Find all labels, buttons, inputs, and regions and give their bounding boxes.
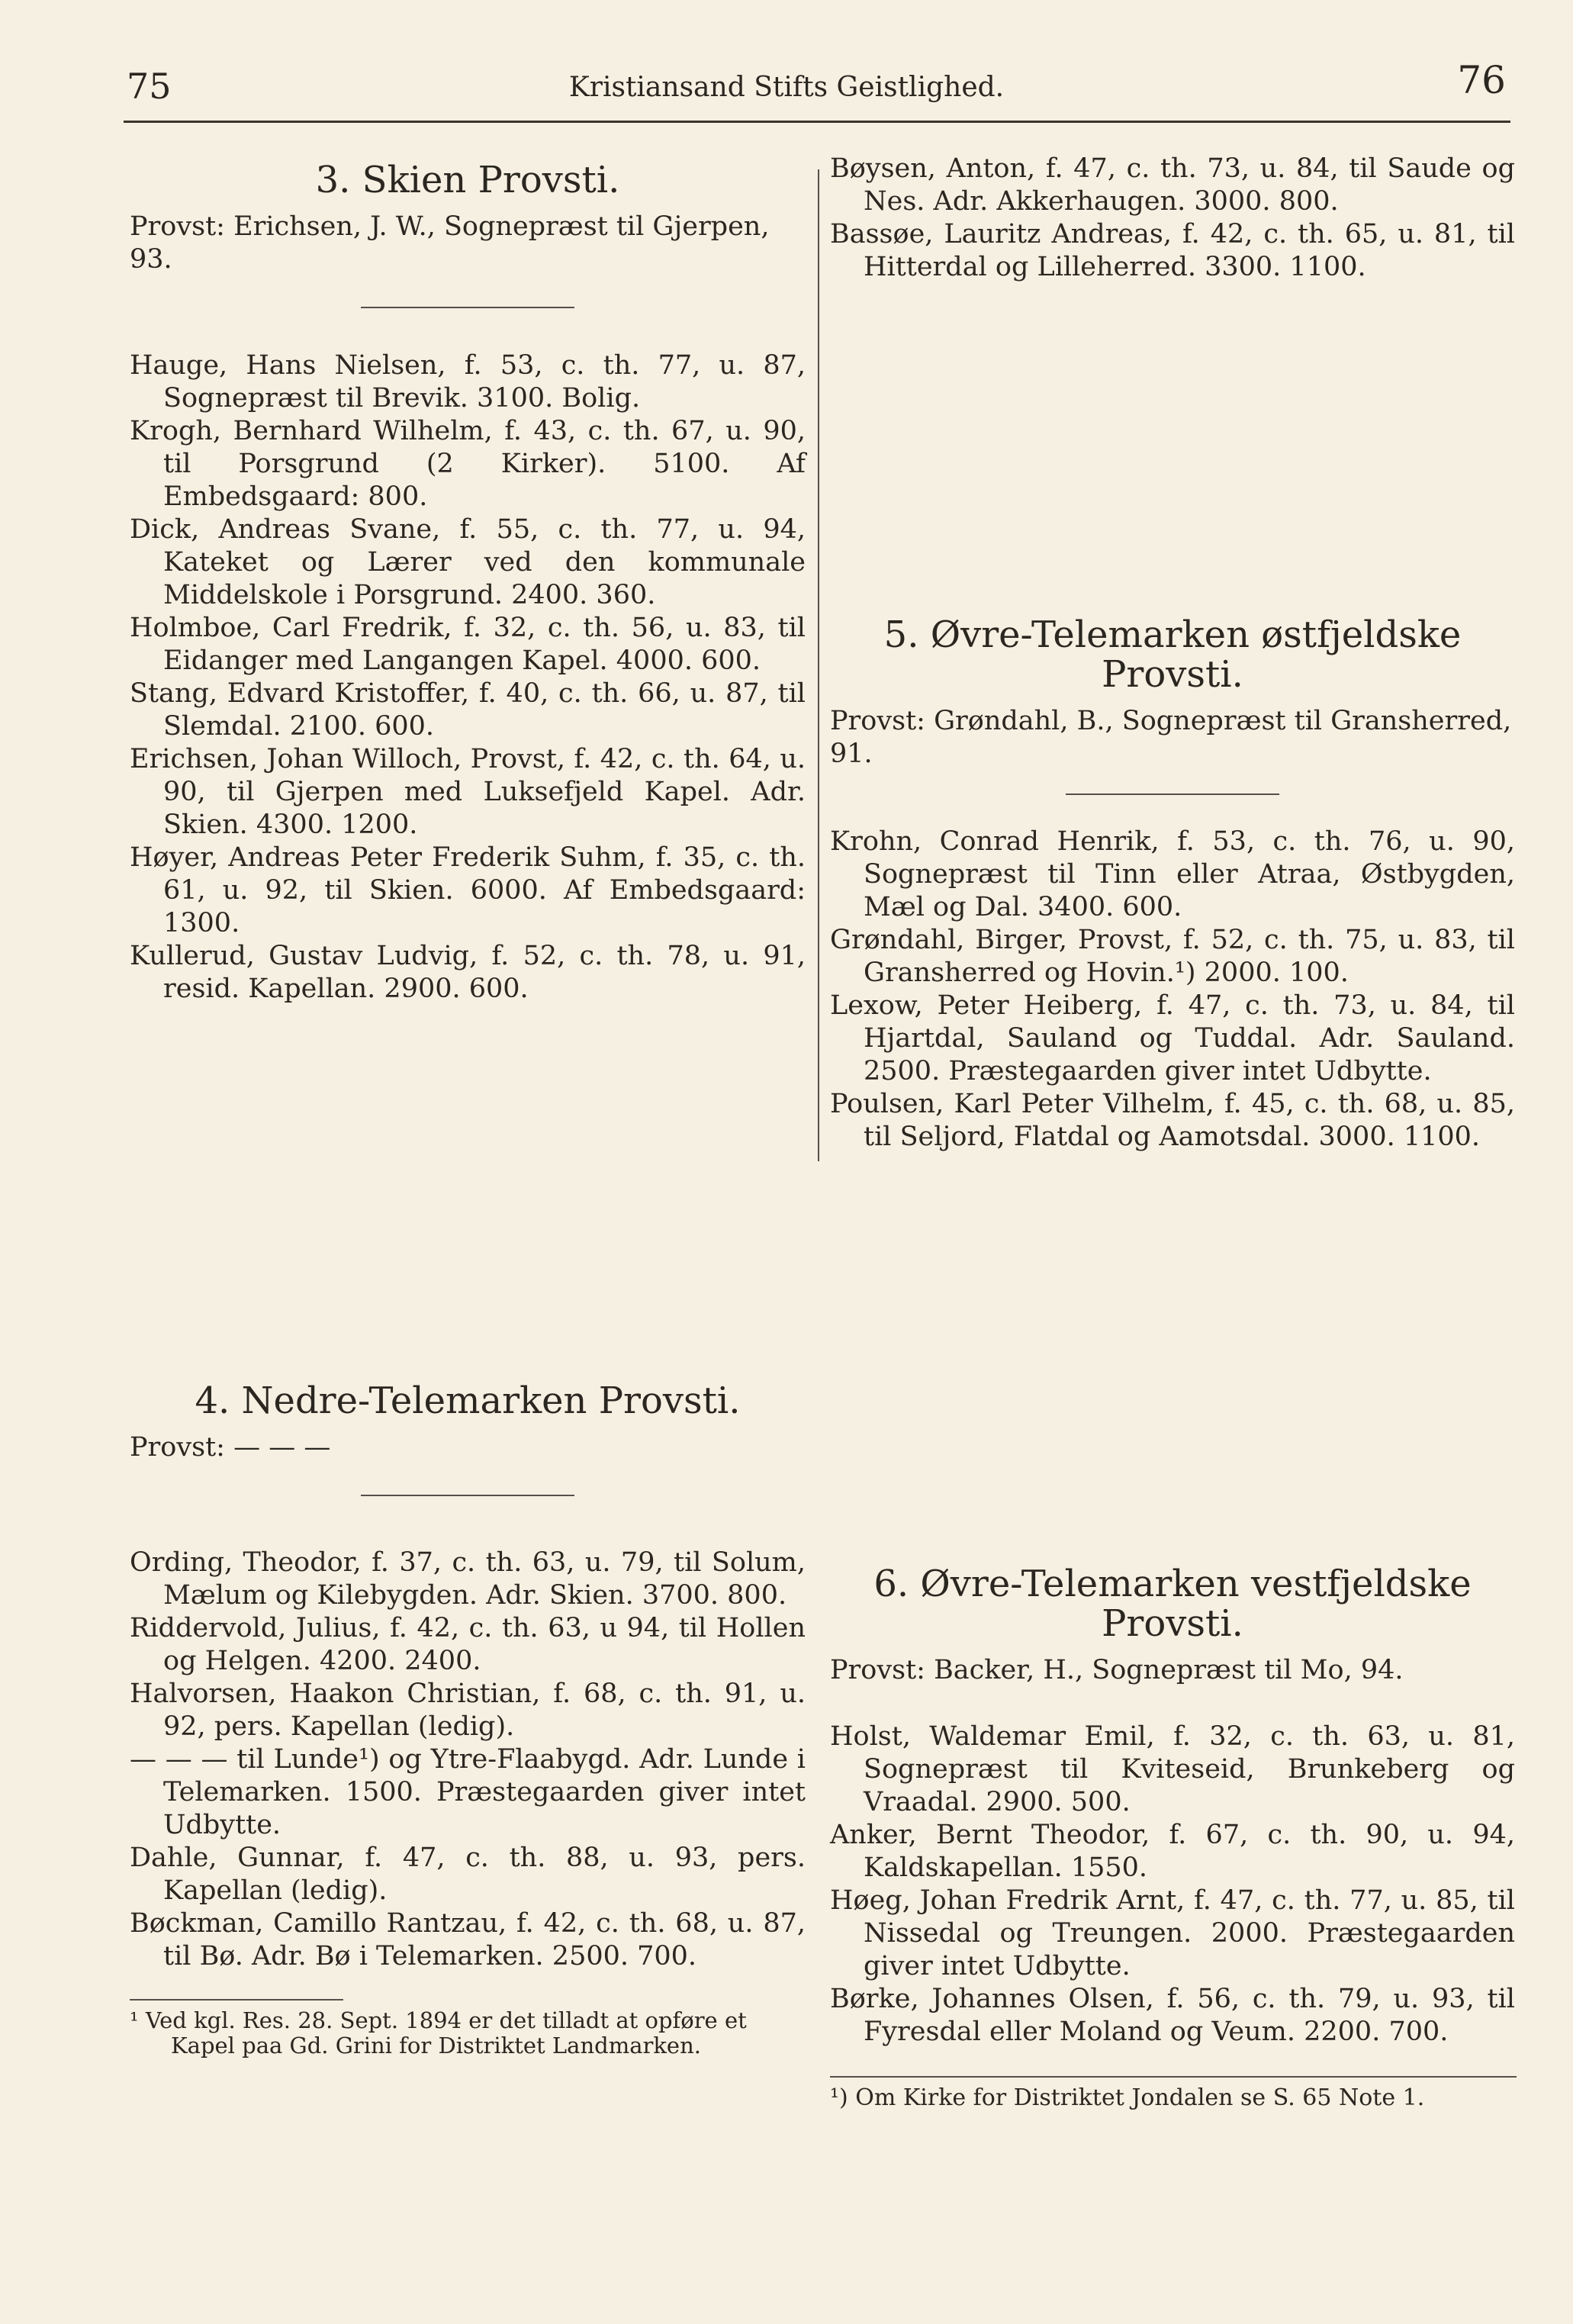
entry: Bøysen, Anton, f. 47, c. th. 73, u. 84, til Saude og Nes. Adr. Akkerhaugen. 3000. 800. bbox=[830, 153, 1515, 217]
header-rule bbox=[124, 121, 1510, 123]
provst-line: Provst: Erichsen, J. W., Sognepræst til Gjerpen, 93. bbox=[130, 211, 770, 275]
footnote: ¹) Om Kirke for Distriktet Jondalen se S. 65 Note 1. bbox=[830, 2084, 1425, 2111]
entry: Bøckman, Camillo Rantzau, f. 42, c. th. 68, u. 87, til Bø. Adr. Bø i Telemarken. 2500. 700. bbox=[130, 1908, 806, 1972]
provst-line: Provst: — — — bbox=[130, 1432, 331, 1463]
entry: Høyer, Andreas Peter Frederik Suhm, f. 35, c. th. 61, u. 92, til Skien. 6000. Af Embedsgaard: 1300. bbox=[130, 842, 806, 938]
section-nedre-telemarken bbox=[130, 1381, 806, 2058]
entry: Bassøe, Lauritz Andreas, f. 42, c. th. 65, u. 81, til Hitterdal og Lilleherred. 3300. 1100. bbox=[830, 219, 1515, 282]
entry: Holst, Waldemar Emil, f. 32, c. th. 63, u. 81, Sognepræst til Kviteseid, Brunkeberg og Vraadal. 2900. 500. bbox=[830, 1721, 1515, 1817]
footnote-rule bbox=[830, 2076, 1517, 2078]
section-nedre-telemarken-continued bbox=[830, 153, 1515, 284]
section-ovre-telemarken-ost bbox=[830, 615, 1515, 1154]
running-title: Kristiansand Stifts Geistlighed. bbox=[568, 72, 1005, 103]
entry: Børke, Johannes Olsen, f. 56, c. th. 79, u. 93, til Fyresdal eller Moland og Veum. 2200. 700. bbox=[830, 1984, 1515, 2047]
entry: Grøndahl, Birger, Provst, f. 52, c. th. 75, u. 83, til Gransherred og Hovin.¹) 2000. 100. bbox=[830, 925, 1515, 988]
entry: Dahle, Gunnar, f. 47, c. th. 88, u. 93, pers. Kapellan (ledig). bbox=[130, 1843, 806, 1906]
section-title: 6. Øvre-Telemarken vestfjeldske Provsti. bbox=[873, 1563, 1472, 1645]
entry: Riddervold, Julius, f. 42, c. th. 63, u 94, til Hollen og Helgen. 4200. 2400. bbox=[130, 1613, 806, 1676]
left-page-number: 75 bbox=[127, 66, 172, 107]
entry: Hauge, Hans Nielsen, f. 53, c. th. 77, u. 87, Sognepræst til Brevik. 3100. Bolig. bbox=[130, 350, 806, 414]
entry: Dick, Andreas Svane, f. 55, c. th. 77, u. 94, Kateket og Lærer ved den kommunale Middelskole i Porsgrund. 2400. 360. bbox=[130, 514, 806, 610]
entry: Poulsen, Karl Peter Vilhelm, f. 45, c. th. 68, u. 85, til Seljord, Flatdal og Aamotsdal. 3000. 1100. bbox=[830, 1089, 1515, 1152]
provst-line: Provst: Backer, H., Sognepræst til Mo, 94. bbox=[830, 1655, 1404, 1685]
right-page-number: 76 bbox=[1457, 58, 1506, 102]
entry: Krogh, Bernhard Wilhelm, f. 43, c. th. 67, u. 90, til Porsgrund (2 Kirker). 5100. Af Embedsgaard: 800. bbox=[130, 416, 806, 512]
entry: Kullerud, Gustav Ludvig, f. 52, c. th. 78, u. 91, resid. Kapellan. 2900. 600. bbox=[130, 941, 806, 1004]
entry: Krohn, Conrad Henrik, f. 53, c. th. 76, u. 90, Sognepræst til Tinn eller Atraa, Østbygden, Mæl og Dal. 3400. 600. bbox=[830, 826, 1515, 922]
entry: Halvorsen, Haakon Christian, f. 68, c. th. 91, u. 92, pers. Kapellan (ledig). bbox=[130, 1679, 806, 1742]
entry: Høeg, Johan Fredrik Arnt, f. 47, c. th. 77, u. 85, til Nissedal og Treungen. 2000. Præstegaarden giver intet Udbytte. bbox=[830, 1885, 1515, 1981]
section-title: 3. Skien Provsti. bbox=[315, 159, 620, 201]
entry: Stang, Edvard Kristoffer, f. 40, c. th. 66, u. 87, til Slemdal. 2100. 600. bbox=[130, 678, 806, 742]
section-ovre-telemarken-vest bbox=[830, 1564, 1515, 2110]
section-title: 5. Øvre-Telemarken østfjeldske Provsti. bbox=[883, 613, 1462, 696]
entry: Anker, Bernt Theodor, f. 67, c. th. 90, u. 94, Kaldskapellan. 1550. bbox=[830, 1820, 1515, 1883]
section-title: 4. Nedre-Telemarken Provsti. bbox=[195, 1379, 741, 1422]
footnote: ¹ Ved kgl. Res. 28. Sept. 1894 er det tilladt at opføre et Kapel paa Gd. Grini for Distriktet Landmarken. bbox=[130, 2007, 747, 2058]
column-divider bbox=[818, 169, 819, 1161]
entry: Lexow, Peter Heiberg, f. 47, c. th. 73, u. 84, til Hjartdal, Sauland og Tuddal. Adr. Sauland. 2500. Præstegaarden giver intet Udbytte. bbox=[830, 990, 1515, 1086]
section-skien bbox=[130, 160, 806, 1006]
footnote-rule bbox=[130, 1999, 343, 2001]
entry: Holmboe, Carl Fredrik, f. 32, c. th. 56, u. 83, til Eidanger med Langangen Kapel. 4000. 600. bbox=[130, 613, 806, 676]
provst-line: Provst: Grøndahl, B., Sognepræst til Gransherred, 91. bbox=[830, 706, 1512, 769]
entry: — — — til Lunde¹) og Ytre-Flaabygd. Adr. Lunde i Telemarken. 1500. Præstegaarden giver intet Udbytte. bbox=[130, 1744, 806, 1840]
entry: Erichsen, Johan Willoch, Provst, f. 42, c. th. 64, u. 90, til Gjerpen med Luksefjeld Kapel. Adr. Skien. 4300. 1200. bbox=[130, 744, 806, 840]
entry: Ording, Theodor, f. 37, c. th. 63, u. 79, til Solum, Mælum og Kilebygden. Adr. Skien. 3700. 800. bbox=[130, 1547, 806, 1611]
